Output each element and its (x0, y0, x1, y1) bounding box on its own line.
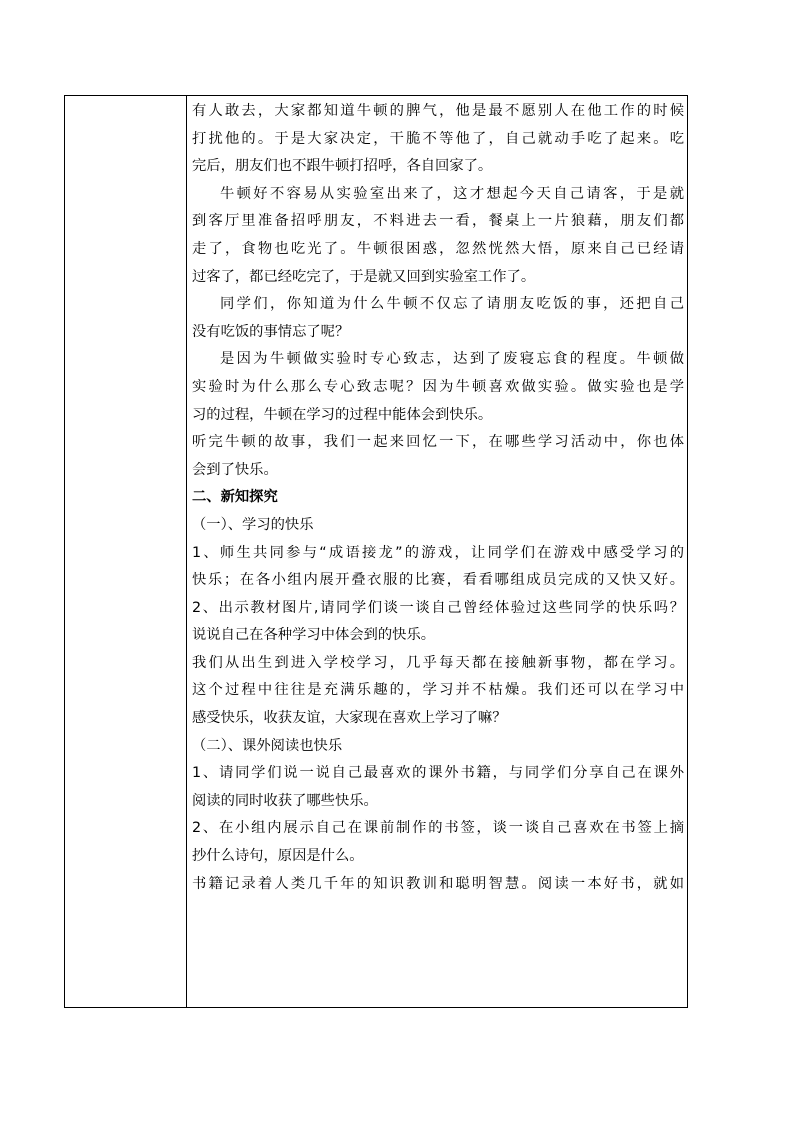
text-line: 实验时为什么那么专心致志呢？因为牛顿喜欢做实验。做实验也是学 (192, 378, 684, 395)
section-heading: 二、新知探究 (192, 489, 278, 506)
text-line: 走了，食物也吃光了。牛顿很困惑，忽然恍然大悟，原来自己已经请 (192, 240, 684, 257)
text-line: 打扰他的。于是大家决定，干脆不等他了，自己就动手吃了起来。吃 (192, 130, 684, 147)
text-line: 牛顿好不容易从实验室出来了，这才想起今天自己请客，于是就 (220, 185, 684, 202)
text-line: 快乐；在各小组内展开叠衣服的比赛，看看哪组成员完成的又快又好。 (192, 572, 684, 589)
text-line: 阅读的同时收获了哪些快乐。 (192, 792, 378, 809)
text-line: 感受快乐，收获友谊，大家现在喜欢上学习了嘛？ (192, 710, 507, 727)
text-line: 书籍记录着人类几千年的知识教训和聪明智慧。阅读一本好书，就如 (192, 875, 684, 892)
text-line: 2、在小组内展示自己在课前制作的书签，谈一谈自己喜欢在书签上摘 (192, 820, 684, 837)
text-line: 会到了快乐。 (192, 461, 278, 478)
text-line: 1、请同学们说一说自己最喜欢的课外书籍，与同学们分享自己在课外 (192, 765, 684, 782)
text-line: 我们从出生到进入学校学习，几乎每天都在接触新事物，都在学习。 (192, 654, 684, 671)
lesson-content-cell (192, 98, 684, 898)
column-divider (186, 95, 187, 1008)
text-line: 这个过程中往往是充满乐趣的，学习并不枯燥。我们还可以在学习中 (192, 682, 684, 699)
text-line: 没有吃饭的事情忘了呢？ (192, 323, 350, 340)
text-line: 1、师生共同参与“成语接龙”的游戏，让同学们在游戏中感受学习的 (192, 544, 684, 561)
text-line: 2、出示教材图片,请同学们谈一谈自己曾经体验过这些同学的快乐吗？ (192, 599, 684, 616)
text-line: 到客厅里准备招呼朋友，不料进去一看，餐桌上一片狼藉，朋友们都 (192, 213, 684, 230)
text-line: 过客了，都已经吃完了，于是就又回到实验室工作了。 (192, 268, 536, 285)
text-line: 完后，朋友们也不跟牛顿打招呼，各自回家了。 (192, 158, 493, 175)
text-line: （二）、课外阅读也快乐 (192, 737, 343, 754)
text-line: 是因为牛顿做实验时专心致志，达到了废寝忘食的程度。牛顿做 (220, 351, 684, 368)
text-line: （一）、学习的快乐 (192, 516, 314, 533)
text-line: 有人敢去，大家都知道牛顿的脾气，他是最不愿别人在他工作的时候 (192, 103, 684, 119)
text-line: 听完牛顿的故事，我们一起来回忆一下，在哪些学习活动中，你也体 (192, 434, 684, 451)
text-line: 说说自己在各种学习中体会到的快乐。 (192, 627, 436, 644)
text-line: 抄什么诗句，原因是什么。 (192, 848, 364, 865)
text-line: 同学们，你知道为什么牛顿不仅忘了请朋友吃饭的事，还把自己 (220, 296, 684, 313)
text-line: 习的过程，牛顿在学习的过程中能体会到快乐。 (192, 406, 493, 423)
